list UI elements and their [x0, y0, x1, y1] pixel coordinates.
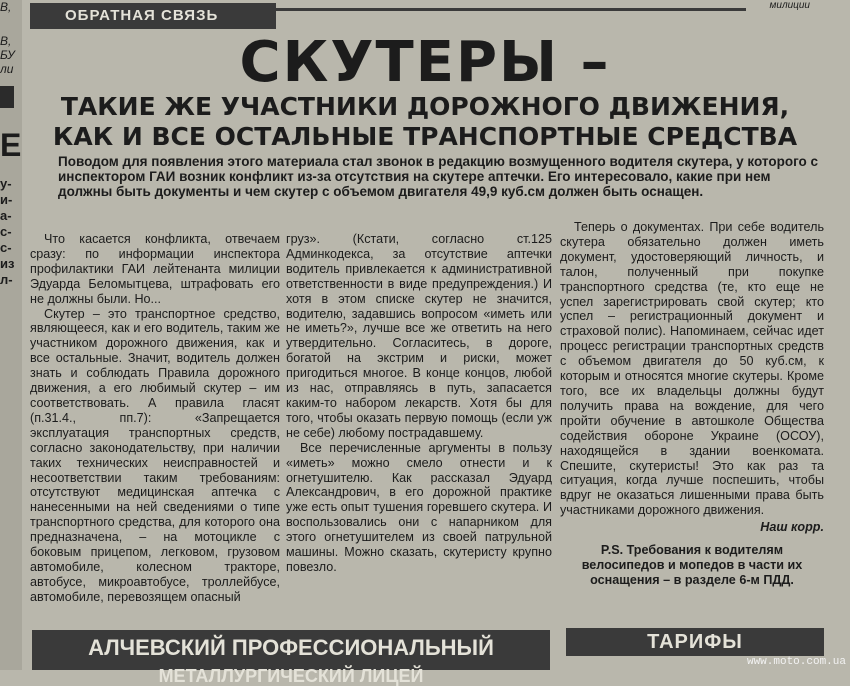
next-article-title-line2: МЕТАЛЛУРГИЧЕСКИЙ ЛИЦЕЙ — [158, 666, 424, 686]
paragraph: Все перечисленные аргументы в пользу «иметь» можно смело отнести и к огнетушителю. Как рассказал Эдуард Александрович, в его дорожной практике уже есть опыт тушения горевшего скутера. И воспользовались они с напарником для этого огнетушителем из своей патрульной машины. Можно сказать, скутеристу крупно повезло. — [286, 440, 552, 574]
postscript: P.S. Требования к водителям велосипедов и мопедов в части их оснащения – в разделе 6-м ПДД. — [581, 543, 803, 587]
tariffs-header: ТАРИФЫ — [566, 628, 824, 656]
paragraph: Что касается конфликта, отвечаем сразу: по информации инспектора профилактики ГАИ лейтенанта милиции Эдуарда Беломытцева, штрафовать его не должны были. Но... — [30, 232, 280, 306]
next-article-header — [32, 630, 550, 686]
paragraph: Теперь о документах. При себе водитель скутера обязательно должен иметь документ, удостоверяющий личность, и талон, полученный при покупке транспортного средства (те, кто еще не успел зарегистрировать свой скутер; кто успел – регистрационный документ и страховой полис). Напоминаем, сейчас идет процесс регистрации транспортных средств с объемом двигателя до 50 куб.см, к которым и относятся многие скутеры. Кроме того, все их владельцы должны будут получить права на вождение, для чего пройти обучение в автошколе Общества содействия обороне Украине (ОСОУ), находящейся в здании военкомата. Спешите, скутеристы! Это как раз та ситуация, когда лучше поспешить, чтобы вдруг не оказаться лишенными права быть участниками дорожного движения. — [560, 220, 824, 518]
signature: Наш корр. — [760, 520, 824, 535]
left-letter: E — [0, 127, 22, 163]
subheadline-line: ТАКИЕ ЖЕ УЧАСТНИКИ ДОРОЖНОГО ДВИЖЕНИЯ, — [60, 92, 790, 121]
article-column-3 — [560, 220, 824, 588]
left-column-letters: у- и- а- c- c- из л- — [0, 176, 15, 287]
left-fragment: B, — [0, 0, 12, 14]
paragraph: груз». (Кстати, согласно ст.125 Админкодекса, за отсутствие аптечки водитель привлекается к административной ответственности в виде предупреждения.) И хотя в этом списке скутер не значится, водителю, задавшись вопросом «иметь или не иметь?», лучше все же ответить на него утвердительно. Согласитесь, в дороге, богатой на экстрим и риски, может пригодиться многое. В конце концов, любой из нас, отправляясь в путь, запасается каким-то набором лекарств. Хотя бы для того, чтобы оказать первую помощь (если уж не себе) любому пострадавшему. — [286, 232, 552, 440]
section-label: ОБРАТНАЯ СВЯЗЬ — [30, 3, 276, 29]
paragraph: Скутер – это транспортное средство, являющееся, как и его водитель, таким же участником дорожного движения, как и все остальные. Значит, водитель должен знать и соблюдать Правила дорожного движения, а его любимый скутер – им соответствовать. А правила гласят (п.31.4., пп.7): «Запрещается эксплуатация транспортных средств, согласно законодательству, при наличии таких технических неисправностей и несоответствии таким требованиям: отсутствуют медицинская аптечка с нанесенными на ней сведениями о типе транспортного средства, для которого она предназначена, – на мотоцикле с боковым прицепом, легковом, грузовом автомобиле, колесном тракторе, автобусе, микроавтобусе, троллейбусе, автомобиле, перевозящем опасный — [30, 306, 280, 604]
lead-paragraph: Поводом для появления этого материала стал звонок в редакцию возмущенного водителя скутера, у которого с инспектором ГАИ возник конфликт из-за отсутствия на скутере аптечки. Его интересовало, какие при нем должны быть документы и чем скутер с объемом двигателя 49,9 куб.см должен быть оснащен. — [58, 154, 819, 199]
subheadline-line: КАК И ВСЕ ОСТАЛЬНЫЕ ТРАНСПОРТНЫЕ СРЕДСТВА — [52, 122, 798, 151]
top-rule — [276, 8, 746, 11]
left-fragment: ли — [0, 62, 14, 76]
left-fragment: БУ — [0, 48, 15, 62]
top-right-text: милиции — [769, 0, 810, 11]
previous-column-strip — [0, 0, 22, 670]
watermark: www.moto.com.ua — [746, 656, 846, 668]
subheadline — [30, 92, 820, 152]
left-fragment: B, — [0, 34, 12, 48]
headline: СКУТЕРЫ – — [239, 30, 611, 95]
article-column-2 — [286, 232, 552, 575]
next-article-title: АЛЧЕВСКИЙ ПРОФЕССИОНАЛЬНЫЙ — [88, 635, 494, 660]
article-column-1 — [30, 232, 280, 605]
